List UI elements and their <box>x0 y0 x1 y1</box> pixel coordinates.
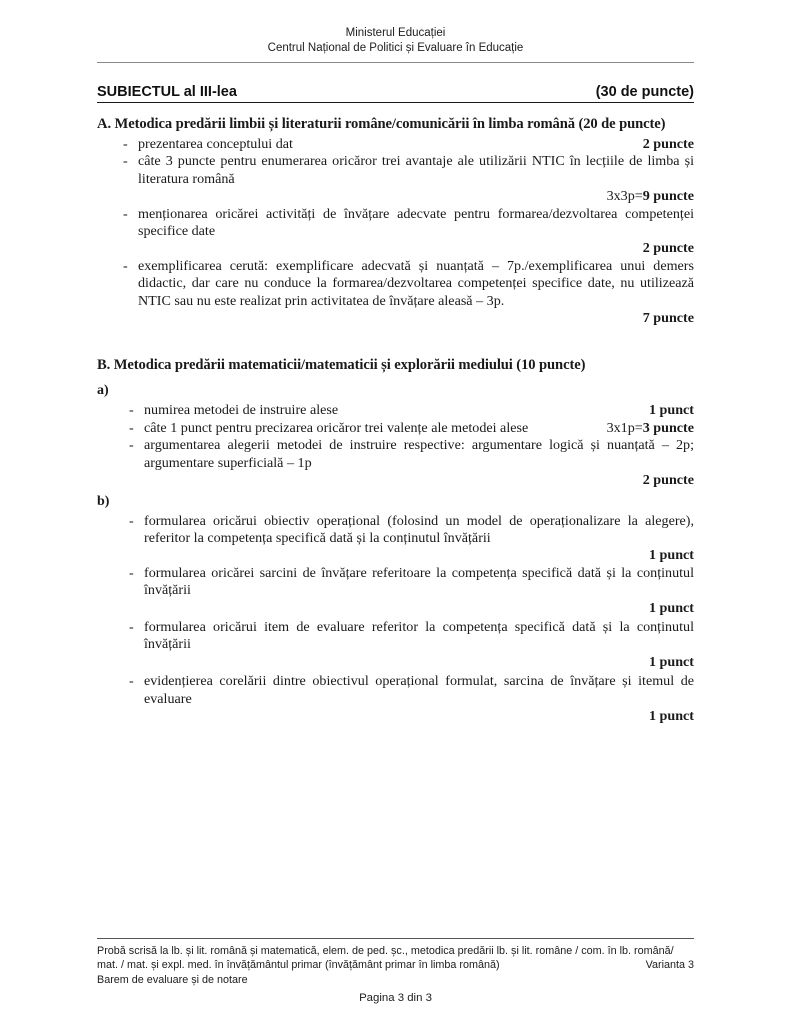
list-item <box>121 206 694 258</box>
item-points-group <box>607 420 694 437</box>
item-text: câte 1 punct pentru precizarea oricăror trei valențe ale metodei alese <box>144 419 529 436</box>
subject-points: (30 de puncte) <box>595 84 694 100</box>
list-item <box>121 153 694 205</box>
footer-line-3: Barem de evaluare și de notare <box>97 973 248 986</box>
list-item <box>127 619 694 671</box>
item-points-calc: 3x3p= <box>606 188 643 205</box>
list-item <box>127 402 694 419</box>
bullet-dash-icon: - <box>129 437 134 454</box>
list-item <box>127 673 694 725</box>
item-text: evidențierea corelării dintre obiectivul operațional formulat, sarcina de învățare și itemul de evaluare <box>144 673 694 707</box>
section-a-list <box>97 136 694 327</box>
header-divider <box>97 62 694 63</box>
footer-line-1: Probă scrisă la lb. și lit. română și matematică, elem. de ped. șc., metodica predării lb. și lit. române / com. în lb. română/ <box>97 944 674 957</box>
item-text: formularea oricărui item de evaluare referitor la competența specifică dată și la conținutul învățării <box>144 618 694 653</box>
subject-title: SUBIECTUL al III-lea <box>97 84 237 100</box>
item-points: 2 puncte <box>642 136 694 152</box>
list-item <box>127 420 694 437</box>
footer-divider <box>97 938 694 939</box>
item-points: 1 punct <box>648 547 694 564</box>
item-points: 9 puncte <box>642 188 694 205</box>
section-a-heading: A. Metodica predării limbii și literaturii române/comunicării în limba română (20 de puncte) <box>97 116 666 132</box>
item-points: 7 puncte <box>642 310 694 327</box>
item-text: menționarea oricărei activități de învățare adecvate pentru formarea/dezvoltarea competenței specifice date <box>138 205 694 240</box>
ministry-line: Ministerul Educației <box>345 27 446 39</box>
list-item <box>121 258 694 328</box>
item-points: 1 punct <box>648 402 694 419</box>
document-footer <box>97 938 694 1006</box>
footer-page-number: Pagina 3 din 3 <box>359 992 432 1005</box>
section-b-list-b <box>97 513 694 726</box>
item-text: formularea oricărei sarcini de învățare referitoare la competența specifică dată și la conținutul învățării <box>144 564 694 599</box>
item-text: argumentarea alegerii metodei de instruire respective: argumentare logică și nuanțată – 2p; argumentare superficială – 1p <box>144 437 694 471</box>
footer-variant: Varianta 3 <box>645 959 694 972</box>
bullet-dash-icon: - <box>129 564 134 581</box>
bullet-dash-icon: - <box>129 419 134 436</box>
item-points: 1 punct <box>648 599 694 616</box>
list-item <box>127 437 694 489</box>
bullet-dash-icon: - <box>123 205 128 222</box>
item-points-calc: 3x1p= <box>606 419 643 436</box>
list-item <box>127 565 694 617</box>
item-text: câte 3 puncte pentru enumerarea oricăror trei avantaje ale utilizării NTIC în lecțiile de limba și literatura română <box>138 153 694 187</box>
item-points: 1 punct <box>648 707 694 724</box>
document-header <box>97 0 694 56</box>
list-item <box>121 136 694 153</box>
item-points: 3 puncte <box>642 419 694 436</box>
center-line: Centrul Național de Politici și Evaluare în Educație <box>267 42 524 54</box>
bullet-dash-icon: - <box>129 618 134 635</box>
item-text: numirea metodei de instruire alese <box>144 402 339 419</box>
bullet-dash-icon: - <box>123 257 128 274</box>
subsection-label-b: b) <box>97 493 110 509</box>
item-points: 1 punct <box>648 653 694 670</box>
item-text: exemplificarea cerută: exemplificare adecvată și nuanțată – 7p./exemplificarea unui demers didactic, dar care nu conduce la formarea/dezvoltarea competenței specifice date, nu utilizează NTIC sau nu este realizat prin activitatea de învățare aleasă – 3p. <box>138 257 694 309</box>
footer-line-2: mat. / mat. și expl. med. în învățământul primar (învățământ primar în limba română) <box>97 959 500 972</box>
item-points: 2 puncte <box>642 240 694 257</box>
list-item <box>127 513 694 565</box>
item-points: 2 puncte <box>642 472 694 489</box>
bullet-dash-icon: - <box>129 673 134 690</box>
subject-title-row <box>97 84 694 103</box>
subsection-label-a: a) <box>97 383 109 399</box>
footer-line-2-row <box>97 958 694 973</box>
item-text: prezentarea conceptului dat <box>138 136 293 152</box>
bullet-dash-icon: - <box>123 153 128 170</box>
bullet-dash-icon: - <box>129 402 134 419</box>
bullet-dash-icon: - <box>123 136 128 152</box>
item-text: formularea oricărui obiectiv operațional (folosind un model de operaționalizare la alegere), referitor la competența specifică dată și la conținutul învățării <box>144 512 694 546</box>
section-b-list-a <box>97 402 694 489</box>
section-b-heading: B. Metodica predării matematicii/matematicii și explorării mediului (10 puncte) <box>97 357 586 374</box>
bullet-dash-icon: - <box>129 512 134 529</box>
item-points-line <box>138 188 694 205</box>
